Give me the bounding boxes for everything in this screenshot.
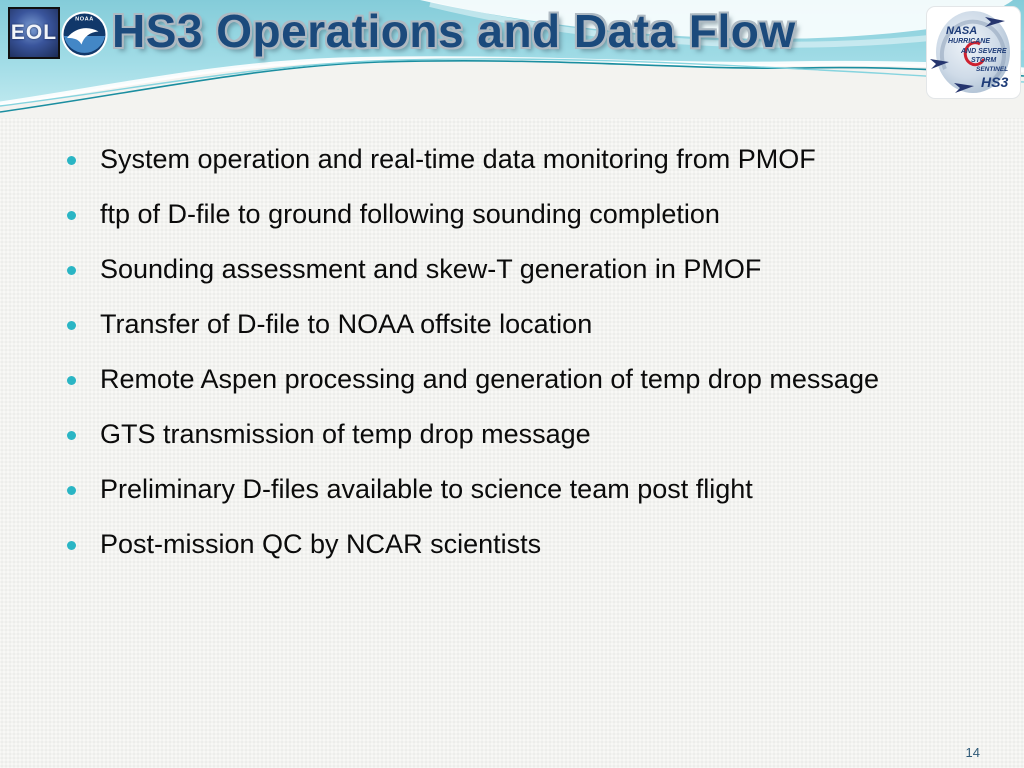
noaa-logo-label: NOAA (75, 16, 94, 23)
list-item (60, 352, 890, 407)
bullet-icon (67, 376, 76, 385)
bullet-list (60, 132, 890, 572)
bullet-text: Post-mission QC by NCAR scientists (100, 529, 542, 559)
bullet-text: Preliminary D-files available to science team post flight (100, 474, 753, 504)
bullet-icon (67, 211, 76, 220)
list-item (60, 462, 890, 517)
list-item (60, 132, 890, 187)
bullet-icon (67, 486, 76, 495)
bullet-text: GTS transmission of temp drop message (100, 419, 591, 449)
page-number: 14 (965, 745, 980, 760)
slide-title: HS3 Operations and Data Flow (112, 5, 796, 57)
bullet-text: Remote Aspen processing and generation of temp drop message (100, 364, 879, 394)
hs3-logo-line: HURRICANE (948, 38, 990, 45)
eol-logo-label: EOL (10, 21, 58, 44)
hs3-logo-line: NASA (946, 25, 978, 37)
hs3-logo-line: AND SEVERE (961, 48, 1007, 55)
noaa-logo (61, 11, 108, 58)
bullet-icon (67, 431, 76, 440)
bullet-icon (67, 156, 76, 165)
bullet-text: Transfer of D-file to NOAA offsite location (100, 309, 593, 339)
bullet-icon (67, 266, 76, 275)
slide-header (0, 0, 1024, 118)
list-item (60, 297, 890, 352)
bullet-icon (67, 321, 76, 330)
bullet-text: System operation and real-time data monitoring from PMOF (100, 144, 816, 174)
eol-logo (8, 7, 60, 59)
bullet-text: Sounding assessment and skew-T generation in PMOF (100, 254, 762, 284)
hs3-logo-line: STORM (971, 57, 997, 64)
bullet-icon (67, 541, 76, 550)
hs3-logo-line: HS3 (981, 74, 1009, 90)
list-item (60, 517, 890, 572)
list-item (60, 242, 890, 297)
list-item (60, 407, 890, 462)
hs3-logo-line: SENTINEL (976, 66, 1009, 73)
hs3-mission-logo (927, 7, 1020, 98)
list-item (60, 187, 890, 242)
bullet-text: ftp of D-file to ground following sounding completion (100, 199, 720, 229)
